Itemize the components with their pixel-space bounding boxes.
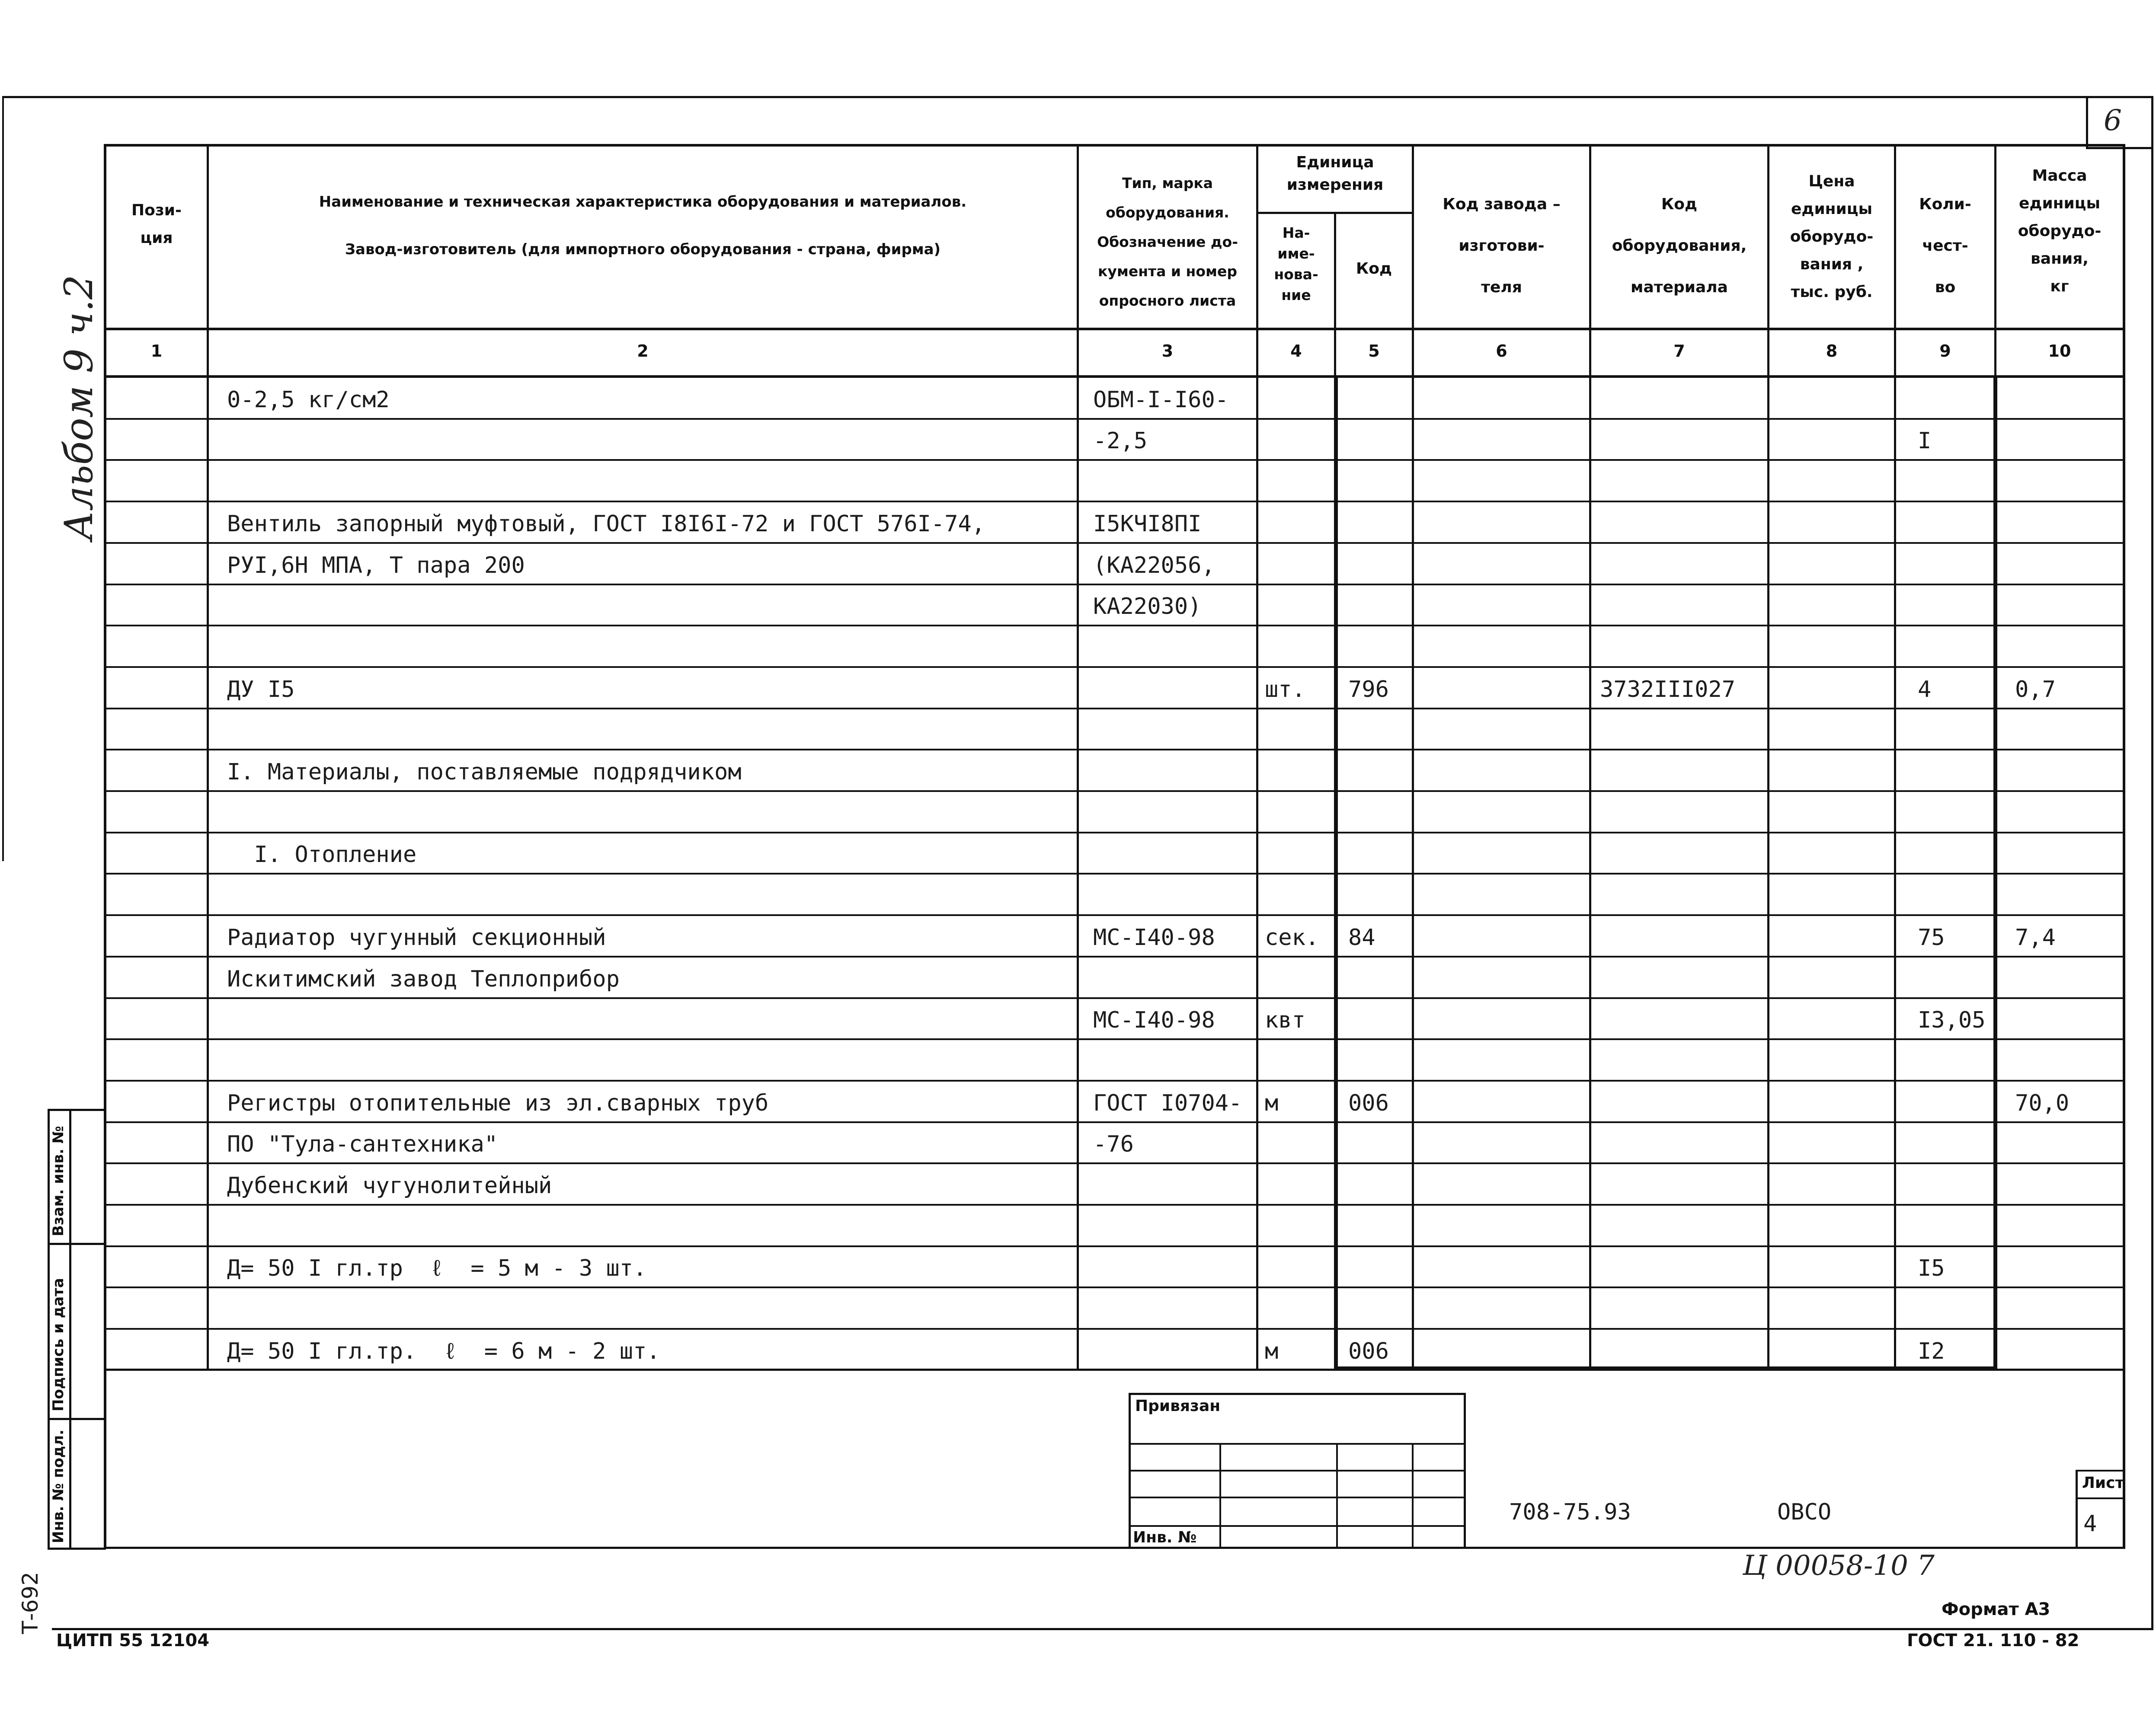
side-stamp-bottom [48, 1548, 106, 1550]
cell-type: ОБМ-I-I60- [1093, 387, 1229, 413]
cell-unit: квт [1265, 1007, 1305, 1033]
cell-type: КА22030) [1093, 594, 1202, 619]
header-maker-code: Код завода – изготови- теля [1443, 195, 1561, 296]
stamp-v1 [1219, 1443, 1221, 1548]
cell-qty: I [1918, 428, 1932, 454]
colnum-4: 4 [1290, 342, 1302, 361]
sheet-corner-number: 6 [2104, 104, 2122, 137]
header-mass: Масса единицы оборудо- вания, кг [2018, 167, 2102, 295]
sheet-box-left [2076, 1470, 2078, 1548]
gost-label: ГОСТ 21. 110 - 82 [1907, 1631, 2079, 1650]
cell-name: Д= 50 I гл.тр ℓ = 5 м - 3 шт. [227, 1255, 647, 1281]
handwritten-archive-number: Ц 00058-10 7 [1743, 1550, 1935, 1582]
row-divider [104, 625, 2125, 626]
colnum-3: 3 [1161, 342, 1174, 361]
corner-box-left [2086, 96, 2088, 148]
stamp-v3 [1412, 1443, 1414, 1548]
bottom-border [52, 1628, 2153, 1630]
colnum-5: 5 [1368, 342, 1380, 361]
header-equip-code: Код оборудования, материала [1612, 195, 1747, 296]
bottom-left-code: ЦИТП 55 12104 [56, 1631, 210, 1650]
col-line-6 [1589, 144, 1591, 1370]
side-stamp-div2 [48, 1418, 106, 1420]
row-divider [104, 1080, 2125, 1082]
header-maker: Завод-изготовитель (для импортного оборудования - страна, фирма) [345, 241, 941, 258]
table-numrow-bottom [104, 375, 2125, 378]
side-sign-date: Подпись и дата [50, 1278, 67, 1411]
cell-name: Регистры отопительные из эл.сварных труб [227, 1090, 769, 1116]
colnum-7: 7 [1673, 342, 1685, 361]
cell-name: Д= 50 I гл.тр. ℓ = 6 м - 2 шт. [227, 1338, 660, 1364]
cell-unit: шт. [1265, 677, 1305, 702]
side-orig-inv: Инв. № подл. [50, 1429, 67, 1543]
table-top [104, 144, 2125, 147]
cell-type: -2,5 [1093, 428, 1148, 454]
col-line-2 [1077, 144, 1079, 1370]
row-divider [104, 749, 2125, 750]
stamp-h1 [1129, 1443, 1466, 1445]
row-divider [104, 956, 2125, 958]
cell-type: ГОСТ I0704- [1093, 1090, 1242, 1116]
stamp-h4 [1129, 1525, 1466, 1527]
cell-qty: I2 [1918, 1338, 1945, 1364]
cell-qty: 75 [1918, 925, 1945, 951]
cell-unit: м [1265, 1090, 1279, 1116]
side-stamp-top [48, 1109, 106, 1111]
cell-name: Вентиль запорный муфтовый, ГОСТ I8I6I-72 и ГОСТ 576I-74, [227, 511, 985, 537]
row-divider [104, 501, 2125, 502]
unit-subheader-line [1256, 212, 1412, 214]
side-replace-inv: Взам. инв. № [50, 1126, 67, 1236]
left-code: Т-692 [18, 1571, 43, 1634]
cell-name: 0-2,5 кг/см2 [227, 387, 390, 413]
outer-top-border [2, 96, 2153, 98]
colnum-8: 8 [1826, 342, 1838, 361]
row-divider [104, 584, 2125, 585]
stamp-box-top [1129, 1393, 1466, 1395]
header-unit-code: Код [1356, 260, 1392, 278]
row-divider [104, 1121, 2125, 1123]
row-divider [104, 1204, 2125, 1206]
cell-mass: 7,4 [2015, 925, 2056, 951]
cell-qty: I3,05 [1918, 1007, 1986, 1033]
col-line-7 [1767, 144, 1769, 1370]
side-note-album: Альбом 9 ч.2 [56, 275, 102, 540]
cell-name: Радиатор чугунный секционный [227, 925, 606, 951]
col-line-1 [207, 144, 209, 1370]
cell-code: 006 [1348, 1090, 1389, 1116]
cell-name: Дубенский чугунолитейный [227, 1173, 552, 1199]
cell-unit: сек. [1265, 925, 1319, 951]
format-label: Формат А3 [1942, 1599, 2050, 1619]
cell-type: МС-I40-98 [1093, 925, 1215, 951]
colnum-1: 1 [150, 342, 163, 361]
row-divider [104, 914, 2125, 916]
cell-name: ДУ I5 [227, 677, 295, 702]
stamp-h3 [1129, 1497, 1466, 1498]
row-divider [104, 1286, 2125, 1288]
sheet-box-mid [2076, 1497, 2125, 1499]
cell-name: РУI,6Н МПА, Т пара 200 [227, 552, 525, 578]
cell-type: (КА22056, [1093, 552, 1215, 578]
row-divider [104, 708, 2125, 709]
cell-code: 84 [1348, 925, 1375, 951]
colnum-2: 2 [637, 342, 649, 361]
row-divider [104, 1328, 2125, 1330]
cell-equip: 3732III027 [1600, 677, 1736, 702]
col-line-8 [1894, 144, 1896, 1370]
cell-name: Искитимский завод Теплоприбор [227, 966, 620, 992]
colnum-10: 10 [2048, 342, 2071, 361]
cell-unit: м [1265, 1338, 1279, 1364]
row-divider [104, 1038, 2125, 1040]
stamp-bound-label: Привязан [1135, 1397, 1221, 1415]
cell-qty: I5 [1918, 1255, 1945, 1281]
col-line-5 [1412, 144, 1414, 1370]
cell-type: I5КЧI8ПI [1093, 511, 1202, 537]
row-divider [104, 790, 2125, 792]
cell-type: МС-I40-98 [1093, 1007, 1215, 1033]
stamp-h2 [1129, 1470, 1466, 1472]
row-divider [104, 873, 2125, 875]
outer-left-border [2, 96, 4, 861]
row-divider [104, 418, 2125, 420]
sheet-value: 4 [2083, 1511, 2097, 1537]
colnum-9: 9 [1939, 342, 1951, 361]
corner-box-bottom [2086, 147, 2153, 149]
cell-mass: 0,7 [2015, 677, 2056, 702]
table-right [2123, 144, 2125, 1549]
cell-code: 796 [1348, 677, 1389, 702]
header-position: Пози- ция [131, 201, 182, 247]
row-divider [104, 1162, 2125, 1164]
cell-type: -76 [1093, 1131, 1134, 1157]
sheet-box-top [2076, 1470, 2125, 1472]
table-bottom [104, 1547, 2125, 1549]
row-divider [104, 832, 2125, 833]
header-qty: Коли- чест- во [1919, 195, 1971, 296]
header-unit-group: Единица измерения [1286, 153, 1384, 194]
stamp-section: ОВСО [1777, 1499, 1832, 1525]
side-stamp-mid [69, 1109, 71, 1550]
bold-box-bottom [1334, 1366, 1997, 1370]
row-divider [104, 542, 2125, 544]
header-name: Наименование и техническая характеристика оборудования и материалов. [319, 193, 967, 211]
stamp-v2 [1336, 1443, 1338, 1548]
cell-mass: 70,0 [2015, 1090, 2070, 1116]
stamp-inv-label: Инв. № [1133, 1529, 1197, 1546]
row-divider [104, 666, 2125, 668]
stamp-doc-code: 708-75.93 [1509, 1499, 1631, 1525]
header-unit-name: На- име- нова- ние [1274, 224, 1318, 303]
cell-name: I. Материалы, поставляемые подрядчиком [227, 759, 742, 785]
cell-code: 006 [1348, 1338, 1389, 1364]
header-price: Цена единицы оборудо- вания , тыс. руб. [1790, 172, 1874, 301]
sheet-label: Лист [2082, 1474, 2124, 1492]
table-header-bottom [104, 328, 2125, 330]
row-divider [104, 459, 2125, 461]
side-stamp-div1 [48, 1243, 106, 1245]
col-line-3 [1256, 144, 1258, 1370]
row-divider [104, 1245, 2125, 1247]
header-type: Тип, марка оборудования. Обозначение до- кумента и номер опросного листа [1097, 175, 1238, 309]
colnum-6: 6 [1496, 342, 1507, 361]
cell-name: I. Отопление [227, 842, 417, 868]
row-divider [104, 997, 2125, 999]
cell-qty: 4 [1918, 677, 1932, 702]
cell-name: ПО "Тула-сантехника" [227, 1131, 498, 1157]
outer-right-border [2151, 96, 2153, 1628]
